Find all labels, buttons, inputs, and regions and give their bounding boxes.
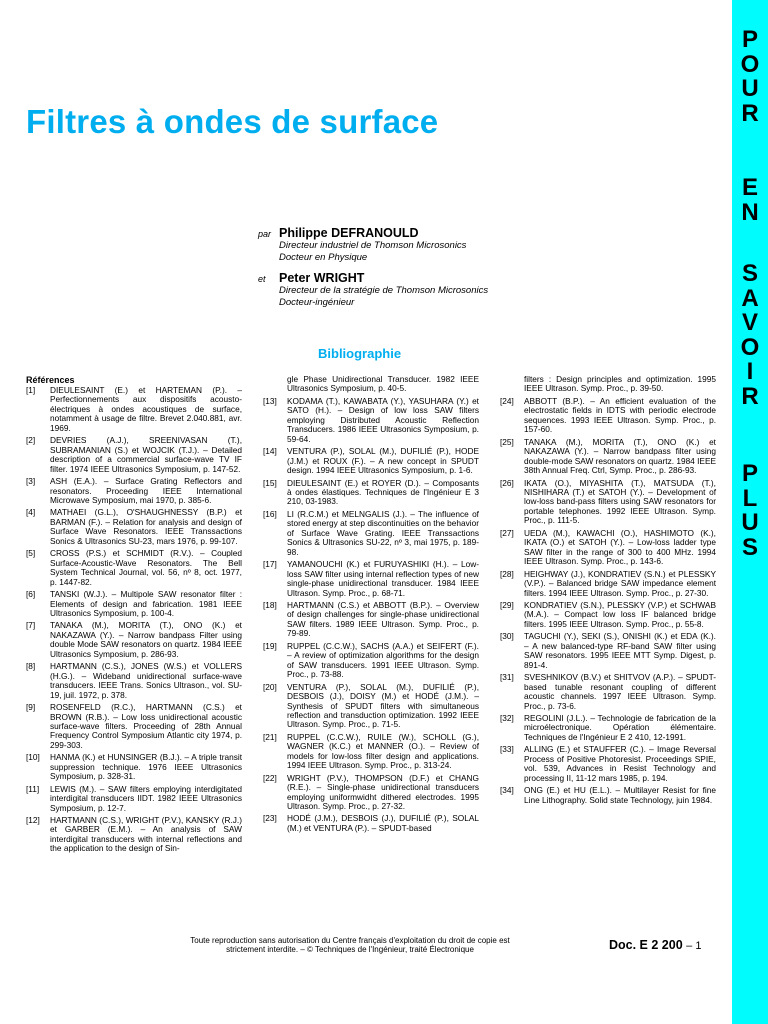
reference-item [26, 549, 242, 587]
reference-item [500, 438, 716, 476]
reference-number: [9] [26, 702, 36, 713]
reference-item [263, 397, 479, 444]
reference-item [263, 642, 479, 680]
reference-text: HARTMANN (C.S.) et ABBOTT (B.P.). – Overview of design challenges for single-phase unidirectional SAW filters. 1989 IEEE Ultrason. Symp. Proc., p. 79-89. [287, 599, 479, 639]
reference-text: UEDA (M.), KAWACHI (O.), HASHIMOTO (K.), IKATA (O.) et SATOH (Y.). – Low-loss ladder type SAW filter in the range of 300 to 400 MHz. 1994 IEEE Ultrason. Symp. Proc., p. 143-6. [524, 527, 716, 567]
reference-item [26, 753, 242, 781]
reference-item [263, 447, 479, 475]
reference-item [26, 703, 242, 750]
reference-number: [18] [263, 599, 277, 610]
reference-number: [5] [26, 548, 36, 559]
reference-text: ROSENFELD (R.C.), HARTMANN (C.S.) et BROWN (R.B.). – Low loss unidirectional acoustic surface-wave filters. Proceeding of 28th Annual Frequency Control Symposium Atlantic city 1974, p. 299-303. [50, 702, 242, 750]
sidebar-word-pour [732, 28, 768, 126]
reference-text: HODÉ (J.M.), DESBOIS (J.), DUFILIÉ (P.), SOLAL (M.) et VENTURA (P.). – SPUDT-based [287, 813, 479, 833]
reference-item [500, 397, 716, 435]
reference-number: [10] [26, 752, 40, 763]
sidebar-letter: R [741, 382, 759, 410]
reference-text: SVESHNIKOV (B.V.) et SHITVOV (A.P.). – SPUDT-based tunable resonant coupling of different acoustic channels. 1997 IEEE Ultrason. Symp. Proc., p. 73-6. [524, 672, 716, 711]
reference-number: [11] [26, 783, 40, 794]
reference-text: WRIGHT (P.V.), THOMPSON (D.F.) et CHANG (R.E.). – Single-phase unidirectional transducers employing uniformwidht dithered electrodes. 1995 Ultrason. Symp. Proc., p. 27-32. [287, 772, 479, 812]
reference-item [26, 508, 242, 546]
sidebar-letter: O [740, 333, 760, 361]
sidebar-letter: A [741, 284, 759, 312]
sidebar-word-en [732, 176, 768, 225]
page-number: – 1 [686, 940, 702, 952]
reference-text: HARTMANN (C.S.), WRIGHT (P.V.), KANSKY (R.J.) et GARBER (E.M.). – An analysis of SAW interdigital transducers with internal reflections and the application to the design of Sin- [50, 815, 242, 854]
reference-number: [1] [26, 385, 36, 395]
author-2 [258, 271, 538, 308]
reference-item [26, 436, 242, 474]
reference-text: TANAKA (M.), MORITA (T.), ONO (K.) et NAKAZAWA (Y.). – Narrow bandpass filter using double-mode SAW resonators on quartz. 1984 IEEE 38th Annual Freq. Ctrl, Symp. Proc., p. 286-93. [524, 436, 717, 476]
sidebar-letter: P [741, 26, 758, 53]
pour-en-savoir-plus-sidebar [732, 0, 768, 1024]
reference-item [263, 560, 479, 598]
author-prefix: par [258, 229, 272, 239]
reference-number: [13] [263, 395, 277, 406]
reference-number: [8] [26, 661, 36, 672]
author-1 [258, 226, 538, 263]
reference-text: ABBOTT (B.P.). – An efficient evaluation of the electrostatic fields in IDTS with periodic electrode sequences. 1993 IEEE Ultrason. Symp. Proc., p. 157-60. [524, 395, 716, 435]
reference-item [26, 590, 242, 618]
reference-text: DIEULESAINT (E.) et HARTEMAN (P.). – Perfectionnements aux dispositifs acousto-électriques à ondes acoustiques de surface, notamment à usage de filtre. Brevet 2.040.881, avr. 1969. [50, 385, 242, 433]
reference-text: CROSS (P.S.) et SCHMIDT (R.V.). – Coupled Surface-Acoustic-Wave Resonators. The Bell System Technical Journal, vol. 56, nº 8, oct. 1977, p. 1447-82. [50, 548, 242, 587]
sidebar-letter: O [740, 50, 760, 78]
reference-number: [17] [263, 559, 277, 570]
reference-item [263, 683, 479, 730]
reference-number: [15] [263, 477, 277, 488]
reference-text: TANAKA (M.), MORITA (T.), ONO (K.) et NAKAZAWA (Y.). – Narrow bandpass Filter using double Mode SAW resonators on quartz. 1984 IEEE Ultrasonics Symposium, p. 286-93. [50, 620, 242, 659]
author-role: Docteur-ingénieur [279, 296, 355, 308]
sidebar-word-plus [732, 462, 768, 560]
author-prefix: et [258, 274, 266, 284]
references-column-1 [26, 375, 242, 857]
reference-text: MATHAEI (G.L.), O'SHAUGHNESSY (B.P.) et BARMAN (F.). – Relation for analysis and design of Surface Wave Resonators. IEEE Transsactions Sonics & Ultrasonics SU-23, mars 1976, p. 99-107. [50, 507, 242, 546]
reference-number: [19] [263, 640, 277, 651]
reference-item [26, 662, 242, 700]
references-column-2 [263, 375, 479, 836]
reference-number: [26] [500, 477, 514, 488]
reference-number: [4] [26, 507, 36, 518]
reference-text: KODAMA (T.), KAWABATA (Y.), YASUHARA (Y.) et SATO (H.). – Design of low loss SAW filters employing Distributed Acoustic Reflection Transducers. 1986 IEEE Ultrasonics Symposium, p. 59-64. [287, 395, 479, 444]
reference-number: [16] [263, 508, 277, 519]
reference-text: ALLING (E.) et STAUFFER (C.). – Image Reversal Process of Positive Photoresist. Proceedings SPIE, vol. 539, Advances in Resist Technology and processing II, 11-12 mars 1985, p. 194. [524, 744, 716, 783]
reference-item [26, 386, 242, 433]
reference-text: YAMANOUCHI (K.) et FURUYASHIKI (H.). – Low-loss SAW filter using internal reflection types of new single-phase unidirectional transducer. 1984 IEEE Ultrason. Symp. Proc., p. 68-71. [287, 559, 479, 598]
sidebar-letter: V [741, 309, 758, 336]
reference-text: REGOLINI (J.L.). – Technologie de fabrication de la microélectronique. Opération élémentaire. Techniques de l'Ingénieur E 2 410, 12-1991. [524, 712, 716, 742]
reference-text: TAGUCHI (Y.), SEKI (S.), ONISHI (K.) et EDA (K.). – A new balanced-type RF-band SAW filter using SAW resonators. 1995 IEEE MTT Symp. Digest, p. 891-4. [524, 631, 716, 670]
sidebar-letter: E [741, 174, 758, 201]
reference-item [500, 570, 716, 598]
sidebar-letter: P [741, 460, 758, 487]
reference-text: HEIGHWAY (J.), KONDRATIEV (S.N.) et PLESSKY (V.P.). – Balanced bridge SAW impedance element filters. 1994 IEEE Ultrason. Symp. Proc., p. 27-30. [524, 568, 716, 598]
reference-number: [6] [26, 589, 36, 600]
reference-number: [25] [500, 436, 514, 447]
author-role: Directeur industriel de Thomson Microsonics [279, 240, 467, 251]
reference-number: [7] [26, 620, 36, 631]
reference-number: [12] [26, 815, 40, 826]
sidebar-letter: I [746, 358, 754, 385]
document-reference [609, 938, 701, 952]
reference-item [26, 816, 242, 854]
reference-item [500, 601, 716, 629]
references-heading: Références [26, 375, 75, 385]
reference-number: [27] [500, 527, 514, 538]
reference-number: [20] [263, 681, 277, 692]
reference-text: LI (R.C.M.) et MELNGALIS (J.). – The influence of stored energy at step discontinuities on the behavior of Surface Wave Grating. IEEE Transsactions Sonics & Ultrasonics SU-22, nº 3, mai 1975, p. 189-98. [287, 508, 479, 557]
reference-text: IKATA (O.), MIYASHITA (T.), MATSUDA (T.), NISHIHARA (T.) et SATOH (Y.). – Development of low-loss band-pass filters using SAW resonators for portable telephones. 1992 IEEE Ultrason. Symp. Proc., p. 111-5. [524, 477, 716, 526]
sidebar-letter: U [741, 509, 759, 536]
authors-block [258, 226, 538, 316]
references-column-3 [500, 375, 716, 808]
reference-text: VENTURA (P.), SOLAL (M.), DUFILIÉ (P.), HODE (J.M.) et ROUX (F.). – A new concept in SPUDT design. 1994 IEEE Ultrasonics Symposium, p. 1-6. [287, 446, 479, 476]
reference-text: RUPPEL (C.C.W.), RUILE (W.), SCHOLL (G.), WAGNER (K.C.) et MANNER (O.). – Review of models for low-loss filter design and applications. 1994 IEEE Ultrason. Symp. Proc., p. 313-24. [287, 731, 479, 771]
reference-number: [23] [263, 813, 277, 824]
reference-number: [32] [500, 712, 514, 723]
reference-item [500, 529, 716, 567]
reference-number: [30] [500, 631, 514, 642]
reference-number: [33] [500, 744, 514, 755]
reference-number: [21] [263, 731, 277, 742]
document-title: Filtres à ondes de surface [26, 103, 439, 140]
sidebar-letter: N [741, 198, 759, 226]
reference-number: [3] [26, 476, 36, 487]
doc-code: Doc. E 2 200 [609, 938, 683, 952]
reference-number: [29] [500, 599, 514, 610]
reference-text: KONDRATIEV (S.N.), PLESSKY (V.P.) et SCHWAB (M.A.). – Compact low loss IF balanced bridge filters. 1995 IEEE Ultrason. Symp. Proc., p. 55-8. [524, 599, 716, 629]
reference-item [263, 510, 479, 557]
sidebar-letter: L [742, 484, 758, 512]
reference-item [26, 621, 242, 659]
sidebar-letter: R [741, 99, 759, 127]
reference-item [263, 774, 479, 812]
reference-number: [14] [263, 446, 277, 457]
author-role: Directeur de la stratégie de Thomson Microsonics [279, 285, 489, 296]
reference-item [500, 786, 716, 805]
reference-number: [2] [26, 435, 36, 446]
reference-continuation [500, 375, 716, 394]
reference-item [26, 477, 242, 505]
reference-number: [34] [500, 785, 514, 796]
reference-item [263, 479, 479, 507]
reference-text: gle Phase Unidirectional Transducer. 1982 IEEE Ultrasonics Symposium, p. 40-5. [287, 374, 479, 394]
reference-continuation [263, 375, 479, 394]
copyright-notice: Toute reproduction sans autorisation du Centre français d'exploitation du droit de copie est strictement interdite. – © Techniques de l'Ingénieur, traité Électronique [190, 936, 510, 954]
reference-number: [24] [500, 395, 514, 406]
author-role: Docteur en Physique [279, 251, 368, 263]
reference-text: RUPPEL (C.C.W.), SACHS (A.A.) et SEIFERT (F.). – A review of optimization algorithms for the design of SAW transducers. 1991 IEEE Ultrason. Symp. Proc., p. 73-88. [287, 640, 479, 680]
bibliography-heading: Bibliographie [318, 346, 402, 361]
reference-item [263, 733, 479, 771]
reference-text: HANMA (K.) et HUNSINGER (B.J.). – A triple transit suppression technique. 1976 IEEE Ultrasonics Symposium, p. 328-31. [50, 752, 242, 782]
reference-number: [22] [263, 772, 277, 783]
author-name: Peter WRIGHT [279, 271, 365, 285]
reference-text: ASH (E.A.). – Surface Grating Reflectors and resonators. Proceeding IEEE International Microwave Symposium, mai 1970, p. 385-6. [50, 476, 242, 505]
reference-item [263, 814, 479, 833]
author-name: Philippe DEFRANOULD [279, 226, 419, 240]
sidebar-letter: S [741, 260, 758, 287]
reference-text: LEWIS (M.). – SAW filters employing interdigitated interdigital transducers IIDT. 1982 IEEE Ultrasonics Symposium, p. 12-7. [50, 783, 242, 813]
sidebar-word-savoir [732, 262, 768, 409]
reference-number: [31] [500, 672, 514, 683]
reference-item [500, 632, 716, 670]
reference-text: TANSKI (W.J.). – Multipole SAW resonator filter : Elements of design and fabrication. 1981 IEEE Ultrasonics Symposium, p. 100-4. [50, 589, 242, 618]
reference-item [500, 745, 716, 783]
reference-text: DIEULESAINT (E.) et ROYER (D.). – Composants à ondes élastiques. Techniques de l'Ingénieur E 3 210, 03-1983. [287, 477, 479, 507]
reference-item [500, 479, 716, 526]
reference-text: filters : Design principles and optimization. 1995 IEEE Ultrason. Symp. Proc., p. 39-50. [524, 374, 716, 394]
sidebar-letter: U [741, 75, 759, 102]
reference-number: [28] [500, 568, 514, 579]
reference-text: DEVRIES (A.J.), SREENIVASAN (T.), SUBRAMANIAN (S.) et WOJCIK (T.J.). – Detailed description of a commercial surface-wave TV IF filter. 1974 IEEE Ultrasonics Symposium, p. 147-52. [50, 435, 242, 474]
reference-text: HARTMANN (C.S.), JONES (W.S.) et VOLLERS (H.G.). – Wideband unidirectional surface-wave transducers. IEEE Trans. Sonics Ultrason., vol. SU-19, juil. 1972, p. 378. [50, 661, 242, 700]
reference-item [500, 714, 716, 742]
reference-item [26, 785, 242, 813]
reference-item [500, 673, 716, 711]
reference-item [263, 601, 479, 639]
reference-text: VENTURA (P.), SOLAL (M.), DUFILIÉ (P.), DESBOIS (J.), DOISY (M.) et HODÉ (J.M.). – Synthesis of SPUDT filters with simultaneous reflection and transduction optimization. 1992 IEEE Ultrason. Symp. Proc., p. 71-5. [287, 681, 479, 730]
sidebar-letter: S [741, 533, 758, 561]
reference-text: ONG (E.) et HU (E.L.). – Multilayer Resist for fine Line Lithography. Solid state Technology, juin 1984. [524, 785, 716, 805]
